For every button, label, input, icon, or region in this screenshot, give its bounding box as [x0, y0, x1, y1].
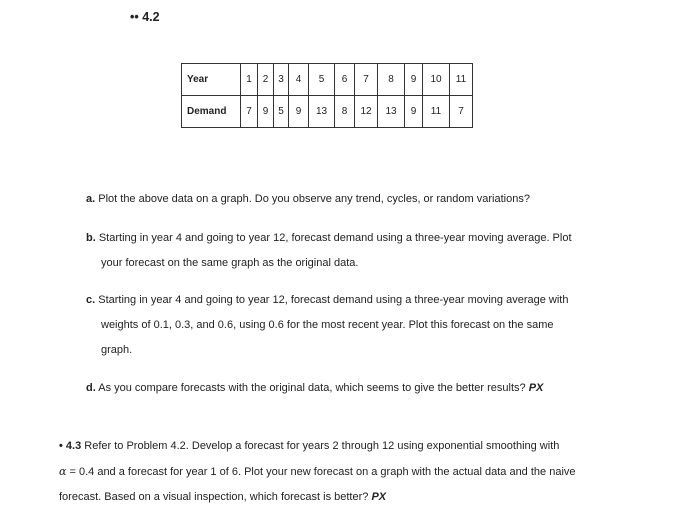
year-cell: 6	[335, 64, 355, 96]
demand-cell: 7	[450, 96, 473, 128]
problem-4-3-line1: Refer to Problem 4.2. Develop a forecast for years 2 through 12 using exponential smoothing with	[84, 440, 560, 452]
year-cell: 2	[258, 64, 274, 96]
year-cell: 1	[241, 64, 258, 96]
demand-cell: 7	[241, 96, 258, 128]
part-c-line1: Starting in year 4 and going to year 12, forecast demand using a three-year moving average with	[98, 294, 569, 306]
demand-cell: 9	[289, 96, 309, 128]
part-a-label: a.	[86, 193, 96, 205]
year-cell: 5	[309, 64, 335, 96]
problem-number: •• 4.2	[130, 10, 160, 24]
part-d-text: As you compare forecasts with the original data, which seems to give the better results?	[98, 382, 526, 394]
problem-4-3-line2: and a forecast for year 1 of 6. Plot your new forecast on a graph with the actual data and the naive	[94, 466, 576, 478]
year-cell: 3	[274, 64, 289, 96]
problem-4-3-number: • 4.3	[59, 440, 82, 452]
part-c	[86, 288, 646, 363]
demand-cell: 5	[274, 96, 289, 128]
alpha-value: = 0.4	[66, 466, 95, 478]
part-c-line3: graph.	[101, 344, 133, 356]
demand-cell: 9	[258, 96, 274, 128]
part-b-line1: Starting in year 4 and going to year 12, forecast demand using a three-year moving average. Plot	[98, 232, 572, 244]
year-row	[182, 64, 473, 96]
year-cell: 10	[423, 64, 450, 96]
part-b	[86, 226, 646, 276]
part-c-line2: weights of 0.1, 0.3, and 0.6, using 0.6 for the most recent year. Plot this forecast on the same	[101, 319, 554, 331]
part-d	[86, 376, 646, 401]
demand-cell: 13	[378, 96, 405, 128]
part-c-label: c.	[86, 294, 96, 306]
problem-4-3-px: PX	[371, 491, 387, 503]
part-a-text: Plot the above data on a graph. Do you observe any trend, cycles, or random variations?	[98, 193, 530, 205]
part-b-label: b.	[86, 232, 96, 244]
demand-row	[182, 96, 473, 128]
part-b-line2: your forecast on the same graph as the original data.	[101, 257, 359, 269]
year-cell: 7	[355, 64, 378, 96]
year-cell: 11	[450, 64, 473, 96]
demand-cell: 11	[423, 96, 450, 128]
part-d-px: PX	[528, 382, 544, 394]
problem-4-3-line3: forecast. Based on a visual inspection, which forecast is better?	[59, 491, 369, 503]
alpha-symbol: α	[59, 465, 67, 478]
demand-cell: 13	[309, 96, 335, 128]
part-a	[86, 187, 646, 212]
year-cell: 4	[289, 64, 309, 96]
year-cell: 8	[378, 64, 405, 96]
problem-4-3	[59, 434, 659, 510]
demand-row-label: Demand	[182, 96, 241, 128]
year-cell: 9	[405, 64, 423, 96]
demand-table	[181, 63, 473, 128]
demand-cell: 12	[355, 96, 378, 128]
demand-cell: 8	[335, 96, 355, 128]
year-row-label: Year	[182, 64, 241, 96]
part-d-label: d.	[86, 382, 96, 394]
demand-cell: 9	[405, 96, 423, 128]
